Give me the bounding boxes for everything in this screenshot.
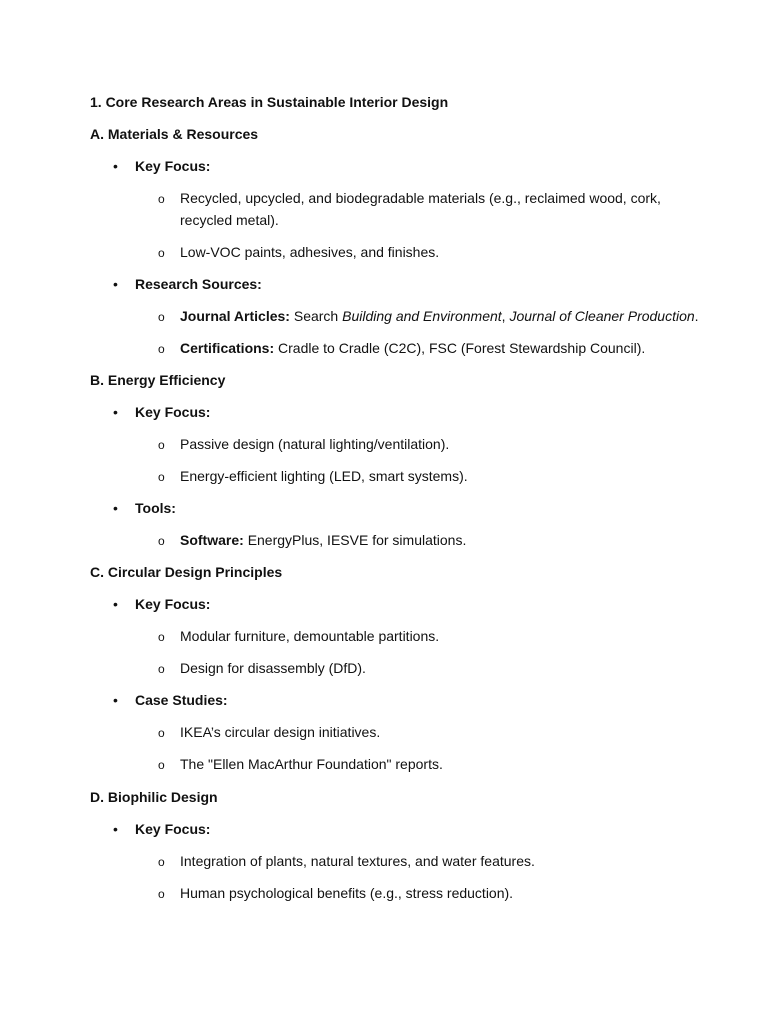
sub-bullet-marker: o [158, 630, 165, 644]
list-item-text: Human psychological benefits (e.g., stress reduction). [180, 885, 514, 901]
bullet-label-research-sources: Research Sources: [135, 276, 262, 292]
bullet-marker: • [113, 596, 118, 612]
list-item-text: Passive design (natural lighting/ventilation). [180, 436, 450, 452]
bullet-label-case-studies: Case Studies: [135, 692, 228, 708]
document-title: 1. Core Research Areas in Sustainable Interior Design [90, 94, 449, 110]
list-item-text: Energy-efficient lighting (LED, smart systems). [180, 468, 468, 484]
item-label: Journal Articles: [180, 308, 290, 324]
journal-title: Building and Environment [342, 308, 502, 324]
sub-bullet-marker: o [158, 887, 165, 901]
item-text: EnergyPlus, IESVE for simulations. [247, 532, 467, 548]
list-item-text: Design for disassembly (DfD). [180, 660, 366, 676]
section-heading-energy: B. Energy Efficiency [90, 372, 226, 388]
list-item-text-continued: recycled metal). [180, 212, 279, 228]
sub-bullet-marker: o [158, 470, 165, 484]
sub-bullet-marker: o [158, 662, 165, 676]
list-item-software [180, 531, 466, 549]
list-item-text: The "Ellen MacArthur Foundation" reports. [180, 756, 443, 772]
item-text: Search [293, 308, 339, 324]
sub-bullet-marker: o [158, 726, 165, 740]
list-item-text: Low-VOC paints, adhesives, and finishes. [180, 244, 440, 260]
separator: , [501, 308, 506, 324]
bullet-label-tools: Tools: [135, 500, 176, 516]
item-text: Cradle to Cradle (C2C), FSC (Forest Stewardship Council). [278, 340, 646, 356]
bullet-label-key-focus: Key Focus: [135, 596, 211, 612]
section-heading-materials: A. Materials & Resources [90, 126, 259, 142]
bullet-marker: • [113, 692, 118, 708]
sub-bullet-marker: o [158, 438, 165, 452]
bullet-label-key-focus: Key Focus: [135, 158, 211, 174]
sub-bullet-marker: o [158, 310, 165, 324]
list-item-text: Recycled, upcycled, and biodegradable materials (e.g., reclaimed wood, cork, [180, 190, 661, 206]
bullet-marker: • [113, 404, 118, 420]
bullet-marker: • [113, 500, 118, 516]
bullet-label-key-focus: Key Focus: [135, 404, 211, 420]
bullet-marker: • [113, 158, 118, 174]
journal-title: Journal of Cleaner Production [509, 308, 695, 324]
sub-bullet-marker: o [158, 855, 165, 869]
list-item-text: IKEA’s circular design initiatives. [180, 724, 381, 740]
bullet-marker: • [113, 276, 118, 292]
sub-bullet-marker: o [158, 758, 165, 772]
bullet-label-key-focus: Key Focus: [135, 821, 211, 837]
list-item-certifications [180, 339, 645, 357]
list-item-text: Integration of plants, natural textures, and water features. [180, 853, 535, 869]
list-item-journal-articles [180, 307, 699, 325]
bullet-marker: • [113, 821, 118, 837]
sub-bullet-marker: o [158, 192, 165, 206]
section-heading-biophilic: D. Biophilic Design [90, 789, 218, 805]
sub-bullet-marker: o [158, 246, 165, 260]
item-text-end: . [694, 308, 699, 324]
section-heading-circular: C. Circular Design Principles [90, 564, 283, 580]
item-label: Software: [180, 532, 244, 548]
sub-bullet-marker: o [158, 534, 165, 548]
sub-bullet-marker: o [158, 342, 165, 356]
list-item-text: Modular furniture, demountable partitions. [180, 628, 440, 644]
item-label: Certifications: [180, 340, 275, 356]
